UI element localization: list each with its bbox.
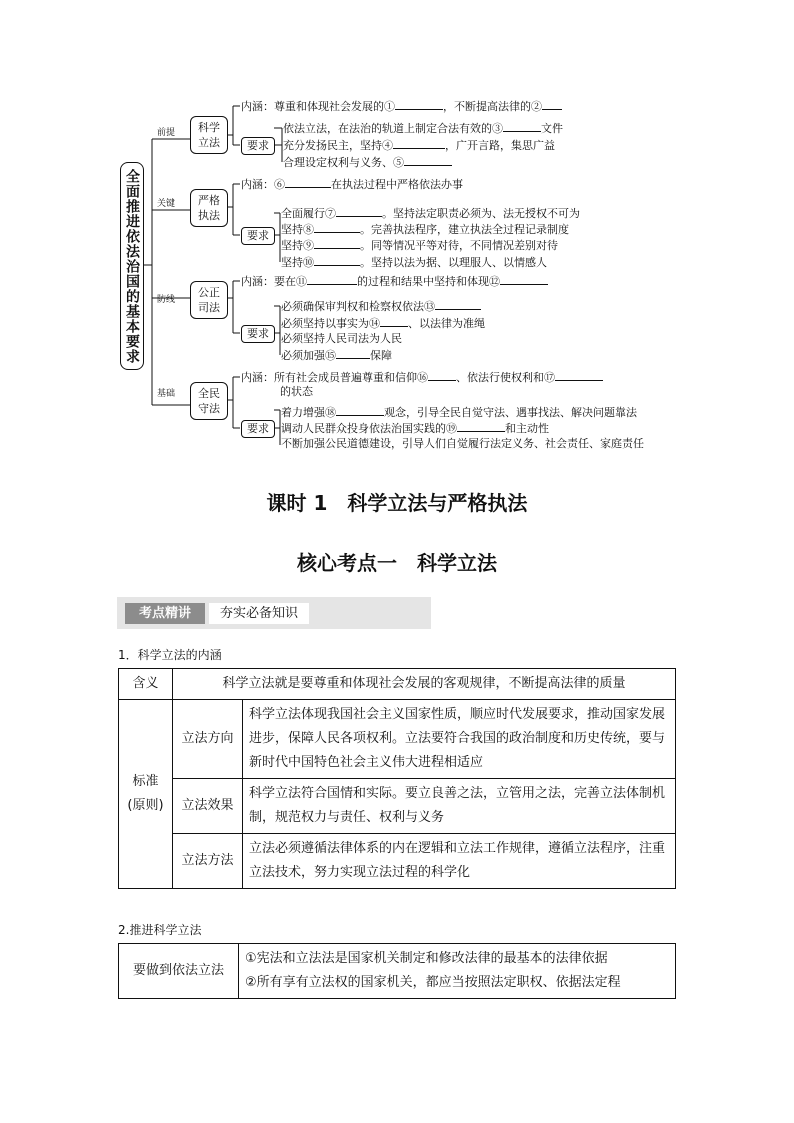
- req-item: [281, 206, 580, 221]
- branch-node-quanmin-shoufa: [190, 382, 228, 420]
- banner-tag: 考点精讲: [125, 603, 205, 624]
- neihan-text: 内涵：要在⑪: [241, 275, 307, 288]
- neihan-text: 内涵：所有社会成员普遍尊重和信仰⑯: [241, 371, 428, 384]
- blank-line: [336, 348, 370, 359]
- table-cell: 标准 (原则): [119, 700, 173, 889]
- banner-text: 夯实必备知识: [209, 603, 309, 624]
- table-cell: 科学立法就是要尊重和体现社会发展的客观规律，不断提高法律的质量: [173, 669, 676, 700]
- branch-node-gongzheng-sifa: [190, 281, 228, 319]
- table-cell: 要做到依法立法: [119, 944, 239, 999]
- table-row: [119, 834, 676, 889]
- table-cell: 立法效果: [173, 779, 243, 834]
- blank-line: [336, 405, 384, 416]
- req-item: [281, 405, 637, 420]
- section2-heading: 2.推进科学立法: [118, 923, 202, 937]
- req-text: 。坚持以法为据、以理服人、以情感人: [360, 256, 547, 269]
- table-row: [119, 944, 676, 999]
- branch-node-yange-zhifa: [190, 189, 228, 227]
- section-banner: [117, 597, 431, 629]
- req-label: 要求: [241, 325, 275, 343]
- blank-line: [393, 138, 445, 149]
- section1-heading: 1．科学立法的内涵: [118, 648, 222, 662]
- req-item: [281, 255, 547, 270]
- branch-node-label: 公正司法: [198, 286, 220, 314]
- req-item: [281, 437, 644, 451]
- req-text: 充分发扬民主，坚持④: [283, 139, 393, 152]
- blank-line: [395, 99, 443, 110]
- req-text: 必须坚持以事实为⑭: [281, 317, 380, 330]
- req-text: 全面履行⑦: [281, 207, 336, 220]
- table-line: ②所有享有立法权的国家机关，都应当按照法定职权、依据法定程: [245, 975, 621, 990]
- req-text: ，广开言路，集思广益: [445, 139, 555, 152]
- req-item: [281, 316, 485, 331]
- branch-node-label: 全民守法: [198, 387, 220, 415]
- req-text: 观念，引导全民自觉守法、遇事找法、解决问题靠法: [384, 406, 637, 419]
- table-cell: 科学立法符合国情和实际。要立良善之法，立管用之法，完善立法体制机制，规范权力与责任、权利与义务: [243, 779, 676, 834]
- req-text: 合理设定权利与义务、⑤: [283, 156, 404, 169]
- blank-line: [435, 299, 481, 310]
- branch-tag: 前提: [157, 128, 176, 138]
- neihan-line: [241, 370, 603, 385]
- branch-tag: 基础: [157, 389, 176, 399]
- req-text: 坚持⑨: [281, 239, 314, 252]
- point-title: 核心考点一 科学立法: [297, 551, 497, 575]
- req-item: [281, 238, 558, 253]
- req-item: [283, 121, 563, 136]
- branch-tag: 防线: [157, 295, 176, 305]
- blank-line: [428, 370, 456, 381]
- req-label: 要求: [241, 227, 275, 245]
- blank-line: [542, 99, 562, 110]
- legislation-meaning-table: [118, 668, 676, 889]
- req-item: [281, 332, 402, 346]
- table-row: [119, 669, 676, 700]
- table-cell: 立法方法: [173, 834, 243, 889]
- mindmap-root-label: 全面推进依法治国的基本要求: [124, 168, 140, 364]
- req-item: [281, 348, 392, 363]
- req-text: 不断加强公民道德建设，引导人们自觉履行法定义务、社会责任、家庭责任: [281, 437, 644, 450]
- table-row: [119, 779, 676, 834]
- req-text: 坚持⑧: [281, 223, 314, 236]
- req-text: 、以法律为准绳: [408, 317, 485, 330]
- blank-line: [555, 370, 603, 381]
- blank-line: [307, 274, 357, 285]
- req-text: 必须坚持人民司法为人民: [281, 332, 402, 345]
- blank-line: [285, 177, 331, 188]
- table-cell: 立法方向: [173, 700, 243, 779]
- req-text: 着力增强⑱: [281, 406, 336, 419]
- blank-line: [314, 255, 360, 266]
- neihan-mid: 、依法行使权利和⑰: [456, 371, 555, 384]
- neihan-tail: 在执法过程中严格依法办事: [331, 178, 463, 191]
- req-item: [281, 299, 481, 314]
- blank-line: [314, 222, 360, 233]
- req-text: 文件: [541, 122, 563, 135]
- mindmap-root: [120, 162, 144, 370]
- req-text: 。完善执法程序，建立执法全过程记录制度: [360, 223, 569, 236]
- req-text: 。同等情况平等对待，不同情况差别对待: [360, 239, 558, 252]
- neihan-tail: 的过程和结果中坚持和体现⑫: [357, 275, 500, 288]
- table-cell: 立法必须遵循法律体系的内在逻辑和立法工作规律，遵循立法程序，注重立法技术，努力实现立法过程的科学化: [243, 834, 676, 889]
- table-cell: [239, 944, 676, 999]
- branch-node-label: 科学立法: [198, 121, 220, 149]
- branch-tag: 关键: [157, 199, 176, 209]
- req-item: [281, 421, 549, 436]
- neihan-line: [241, 274, 548, 289]
- req-label: 要求: [241, 137, 275, 155]
- neihan-tail: ，不断提高法律的②: [443, 100, 542, 113]
- table-line: ①宪法和立法法是国家机关制定和修改法律的最基本的法律依据: [245, 951, 608, 966]
- blank-line: [457, 421, 505, 432]
- req-text: 和主动性: [505, 422, 549, 435]
- neihan-line: [241, 99, 562, 114]
- neihan-text: 内涵：⑥: [241, 178, 285, 191]
- req-text: 必须确保审判权和检察权依法⑬: [281, 300, 435, 313]
- blank-line: [500, 274, 548, 285]
- blank-line: [380, 316, 408, 327]
- req-text: 必须加强⑮: [281, 349, 336, 362]
- table-row: [119, 700, 676, 779]
- req-text: 保障: [370, 349, 392, 362]
- req-item: [283, 138, 555, 153]
- req-item: [283, 155, 452, 170]
- req-text: 依法立法，在法治的轨道上制定合法有效的③: [283, 122, 503, 135]
- branch-node-kexue-lifa: [190, 116, 228, 154]
- neihan-line2: 的状态: [280, 385, 313, 398]
- lesson-title: 课时 1 科学立法与严格执法: [266, 491, 528, 515]
- neihan-line: [241, 177, 463, 192]
- blank-line: [336, 206, 382, 217]
- neihan-text: 内涵：尊重和体现社会发展的①: [241, 100, 395, 113]
- req-text: 。坚持法定职责必须为、法无授权不可为: [382, 207, 580, 220]
- blank-line: [404, 155, 452, 166]
- blank-line: [503, 121, 541, 132]
- promote-legislation-table: [118, 943, 676, 999]
- req-label: 要求: [241, 420, 275, 438]
- blank-line: [314, 238, 360, 249]
- req-text: 调动人民群众投身依法治国实践的⑲: [281, 422, 457, 435]
- table-cell: 科学立法体现我国社会主义国家性质，顺应时代发展要求，推动国家发展进步，保障人民各项权利。立法要符合我国的政治制度和历史传统，要与新时代中国特色社会主义伟大进程相适应: [243, 700, 676, 779]
- table-cell: 含义: [119, 669, 173, 700]
- req-text: 坚持⑩: [281, 256, 314, 269]
- branch-node-label: 严格执法: [198, 194, 220, 222]
- req-item: [281, 222, 569, 237]
